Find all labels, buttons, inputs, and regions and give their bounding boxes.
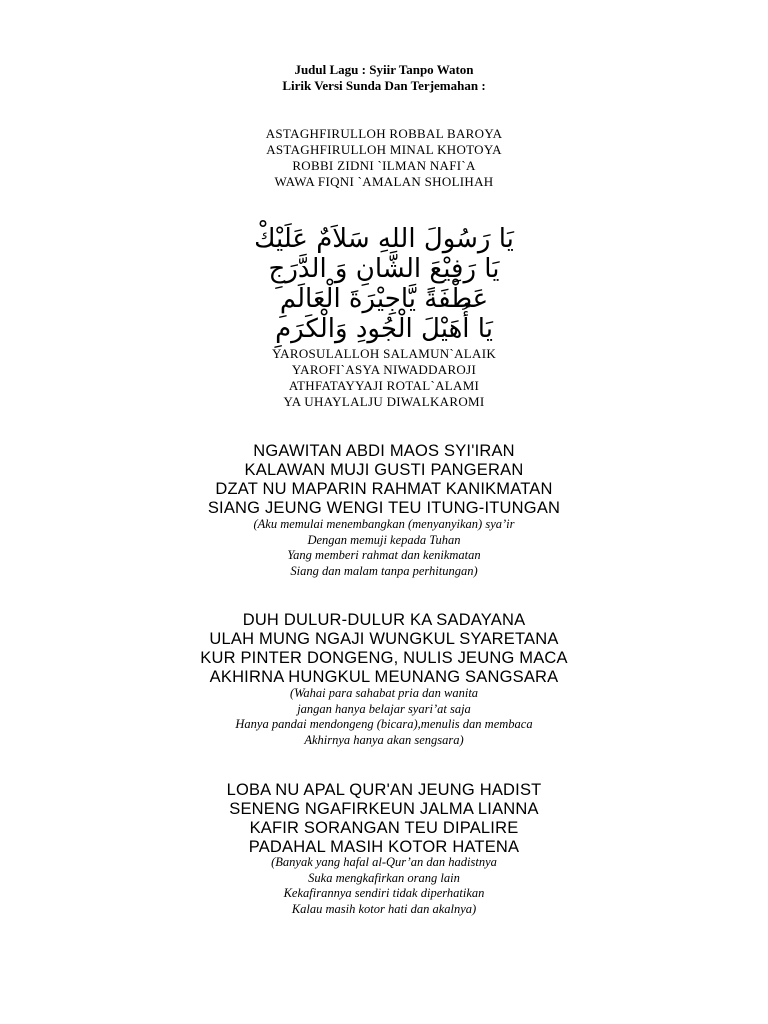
lyric-line: KAFIR SORANGAN TEU DIPALIRE	[249, 819, 519, 837]
translation-line: (Wahai para sahabat pria dan wanita	[289, 686, 479, 700]
verse-1-translation	[0, 517, 768, 579]
lyric-line: SIANG JEUNG WENGI TEU ITUNG-ITUNGAN	[207, 499, 561, 517]
transliteration-stanza	[0, 346, 768, 410]
istighfar-line: ASTAGHFIRULLOH MINAL KHOTOYA	[266, 142, 502, 157]
translation-line: Akhirnya hanya akan sengsara)	[304, 732, 464, 747]
istighfar-stanza	[0, 126, 768, 190]
translation-line: Dengan memuji kepada Tuhan	[307, 532, 461, 547]
istighfar-line: ASTAGHFIRULLOH ROBBAL BAROYA	[265, 126, 503, 141]
song-title: Judul Lagu : Syiir Tanpo Waton	[294, 62, 474, 77]
lyric-line: KUR PINTER DONGENG, NULIS JEUNG MACA	[200, 649, 568, 667]
transliteration-line: YAROSULALLOH SALAMUN`ALAIK	[271, 346, 497, 361]
song-subtitle: Lirik Versi Sunda Dan Terjemahan :	[282, 78, 486, 93]
translation-line: Yang memberi rahmat dan kenikmatan	[287, 548, 481, 562]
verse-2-translation	[0, 686, 768, 748]
lyric-line: PADAHAL MASIH KOTOR HATENA	[248, 838, 520, 856]
istighfar-line: ROBBI ZIDNI `ILMAN NAFI`A	[292, 158, 476, 173]
istighfar-line: WAWA FIQNI `AMALAN SHOLIHAH	[274, 174, 494, 189]
transliteration-line: YA UHAYLALJU DIWALKAROMI	[283, 394, 485, 409]
translation-line: Kekafirannya sendiri tidak diperhatikan	[283, 886, 485, 900]
arabic-line: يَا رَفِيْعَ الشَّانِ وَ الدَّرَجِ	[268, 254, 500, 284]
arabic-line: عَطْفَةً يَّاجِيْرَةَ الْعَالَمِ	[279, 284, 489, 314]
translation-line: Hanya pandai mendongeng (bicara),menulis dan membaca	[235, 717, 533, 731]
arabic-line: يَا رَسُولَ اللهِ سَلاَمٌ عَلَيْكْ	[254, 224, 514, 254]
lyric-line: SENENG NGAFIRKEUN JALMA LIANNA	[229, 800, 539, 818]
lyric-line: AKHIRNA HUNGKUL MEUNANG SANGSARA	[209, 668, 559, 686]
lyric-line: ULAH MUNG NGAJI WUNGKUL SYARETANA	[209, 630, 559, 648]
verse-3-translation	[0, 855, 768, 917]
lyric-line: NGAWITAN ABDI MAOS SYI'IRAN	[253, 442, 515, 460]
translation-line: Siang dan malam tanpa perhitungan)	[290, 563, 478, 578]
transliteration-line: ATHFATAYYAJI ROTAL`ALAMI	[288, 378, 480, 393]
lyric-line: KALAWAN MUJI GUSTI PANGERAN	[244, 461, 524, 479]
translation-line: Kalau masih kotor hati dan akalnya)	[291, 901, 477, 916]
lyric-line: DUH DULUR-DULUR KA SADAYANA	[242, 611, 526, 629]
arabic-line: يَا أُهَيْلَ الْجُودِ وَالْكَرَمِ	[275, 314, 493, 344]
translation-line: jangan hanya belajar syari’at saja	[297, 701, 471, 716]
verse-1-lyrics	[0, 442, 768, 518]
song-header	[0, 62, 768, 94]
translation-line: Suka mengkafirkan orang lain	[308, 870, 460, 885]
translation-line: (Aku memulai menembangkan (menyanyikan) sya’ir	[253, 517, 515, 531]
lyric-line: DZAT NU MAPARIN RAHMAT KANIKMATAN	[215, 480, 553, 498]
verse-3-lyrics	[0, 781, 768, 857]
arabic-stanza	[0, 224, 768, 344]
transliteration-line: YAROFI`ASYA NIWADDAROJI	[291, 362, 477, 377]
verse-2-lyrics	[0, 611, 768, 687]
translation-line: (Banyak yang hafal al-Qur’an dan hadistnya	[271, 855, 497, 869]
lyric-line: LOBA NU APAL QUR'AN JEUNG HADIST	[226, 781, 542, 799]
